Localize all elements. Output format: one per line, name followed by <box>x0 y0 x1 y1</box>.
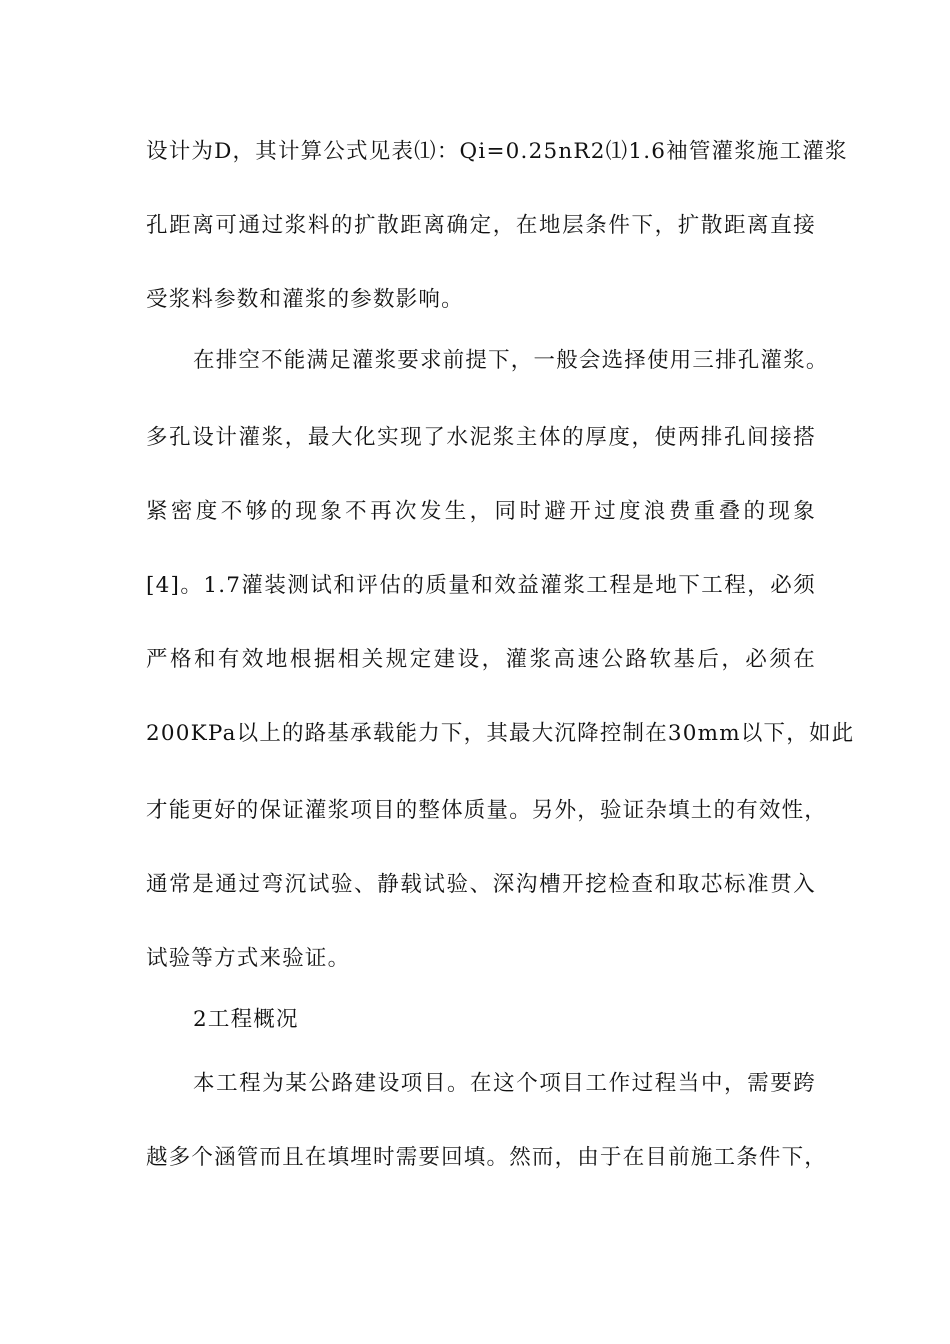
text-line: 多孔设计灌浆，最大化实现了水泥浆主体的厚度，使两排孔间接搭 <box>146 425 816 450</box>
text-line: 严格和有效地根据相关规定建设，灌浆高速公路软基后，必须在 <box>146 647 816 672</box>
text-line: 试验等方式来验证。 <box>146 946 351 971</box>
section-heading: 2工程概况 <box>193 1007 299 1032</box>
text-line: 设计为D，其计算公式见表⑴：Qi=0.25nR2⑴1.6袖管灌浆施工灌浆 <box>146 139 848 164</box>
text-line: 才能更好的保证灌浆项目的整体质量。另外，验证杂填土的有效性， <box>146 798 828 823</box>
text-line: 受浆料参数和灌浆的参数影响。 <box>146 287 464 312</box>
text-line: [4]。1.7灌装测试和评估的质量和效益灌浆工程是地下工程，必须 <box>146 573 816 598</box>
text-line: 孔距离可通过浆料的扩散距离确定，在地层条件下，扩散距离直接 <box>146 213 816 238</box>
text-line: 在排空不能满足灌浆要求前提下，一般会选择使用三排孔灌浆。 <box>193 348 829 373</box>
text-line: 200KPa以上的路基承载能力下，其最大沉降控制在30mm以下，如此 <box>146 721 855 746</box>
text-line: 紧密度不够的现象不再次发生，同时避开过度浪费重叠的现象 <box>146 499 816 524</box>
text-line: 通常是通过弯沉试验、静载试验、深沟槽开挖检查和取芯标准贯入 <box>146 872 816 897</box>
text-line: 越多个涵管而且在填埋时需要回填。然而，由于在目前施工条件下， <box>146 1145 828 1170</box>
text-line: 本工程为某公路建设项目。在这个项目工作过程当中，需要跨 <box>193 1071 816 1096</box>
